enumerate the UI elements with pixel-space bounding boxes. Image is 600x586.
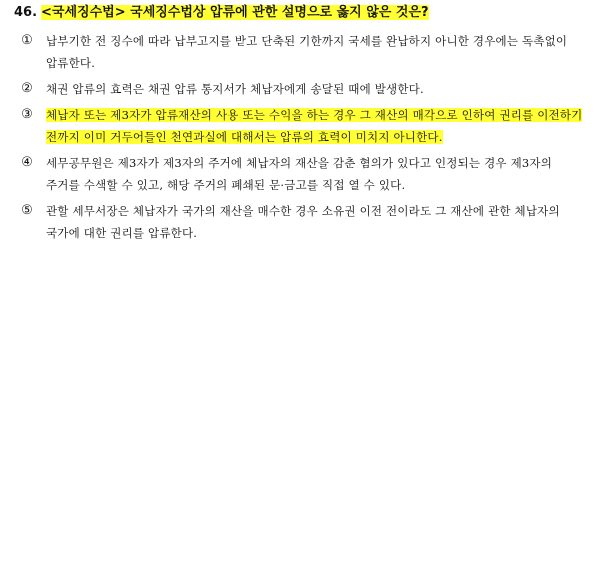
question-stem: <국세징수법> 국세징수법상 압류에 관한 설명으로 옳지 않은 것은? [41,5,429,20]
option-4 [16,152,586,196]
option-marker: ② [21,81,33,96]
question-header [14,4,586,22]
option-3 [16,104,586,148]
option-marker: ④ [21,155,33,170]
option-2 [16,78,586,100]
option-text-highlighted: 체납자 또는 제3자가 압류재산의 사용 또는 수익을 하는 경우 그 재산의 매각으로 인하여 권리를 이전하기 전까지 이미 거두어들인 천연과실에 대해서는 압류의 효력이 미치지 아니한다. [46,108,583,144]
option-marker: ⑤ [21,203,33,218]
option-text: 관할 세무서장은 체납자가 국가의 재산을 매수한 경우 소유권 이전 전이라도 그 재산에 관한 체납자의 국가에 대한 권리를 압류한다. [46,204,560,240]
option-text: 세무공무원은 제3자가 제3자의 주거에 체납자의 재산을 감춘 혐의가 있다고 인정되는 경우 제3자의 주거를 수색할 수 있고, 해당 주거의 폐쇄된 문·금고를 직접 열 수 있다. [46,156,553,192]
option-text: 납부기한 전 징수에 따라 납부고지를 받고 단축된 기한까지 국세를 완납하지 아니한 경우에는 독촉없이 압류한다. [46,34,568,70]
question-number: 46. [14,5,38,20]
option-marker: ① [21,33,33,48]
answer-options [16,30,586,248]
option-text: 채권 압류의 효력은 채권 압류 통지서가 체납자에게 송달된 때에 발생한다. [46,82,424,96]
option-1 [16,30,586,74]
option-marker: ③ [21,107,33,122]
option-5 [16,200,586,244]
